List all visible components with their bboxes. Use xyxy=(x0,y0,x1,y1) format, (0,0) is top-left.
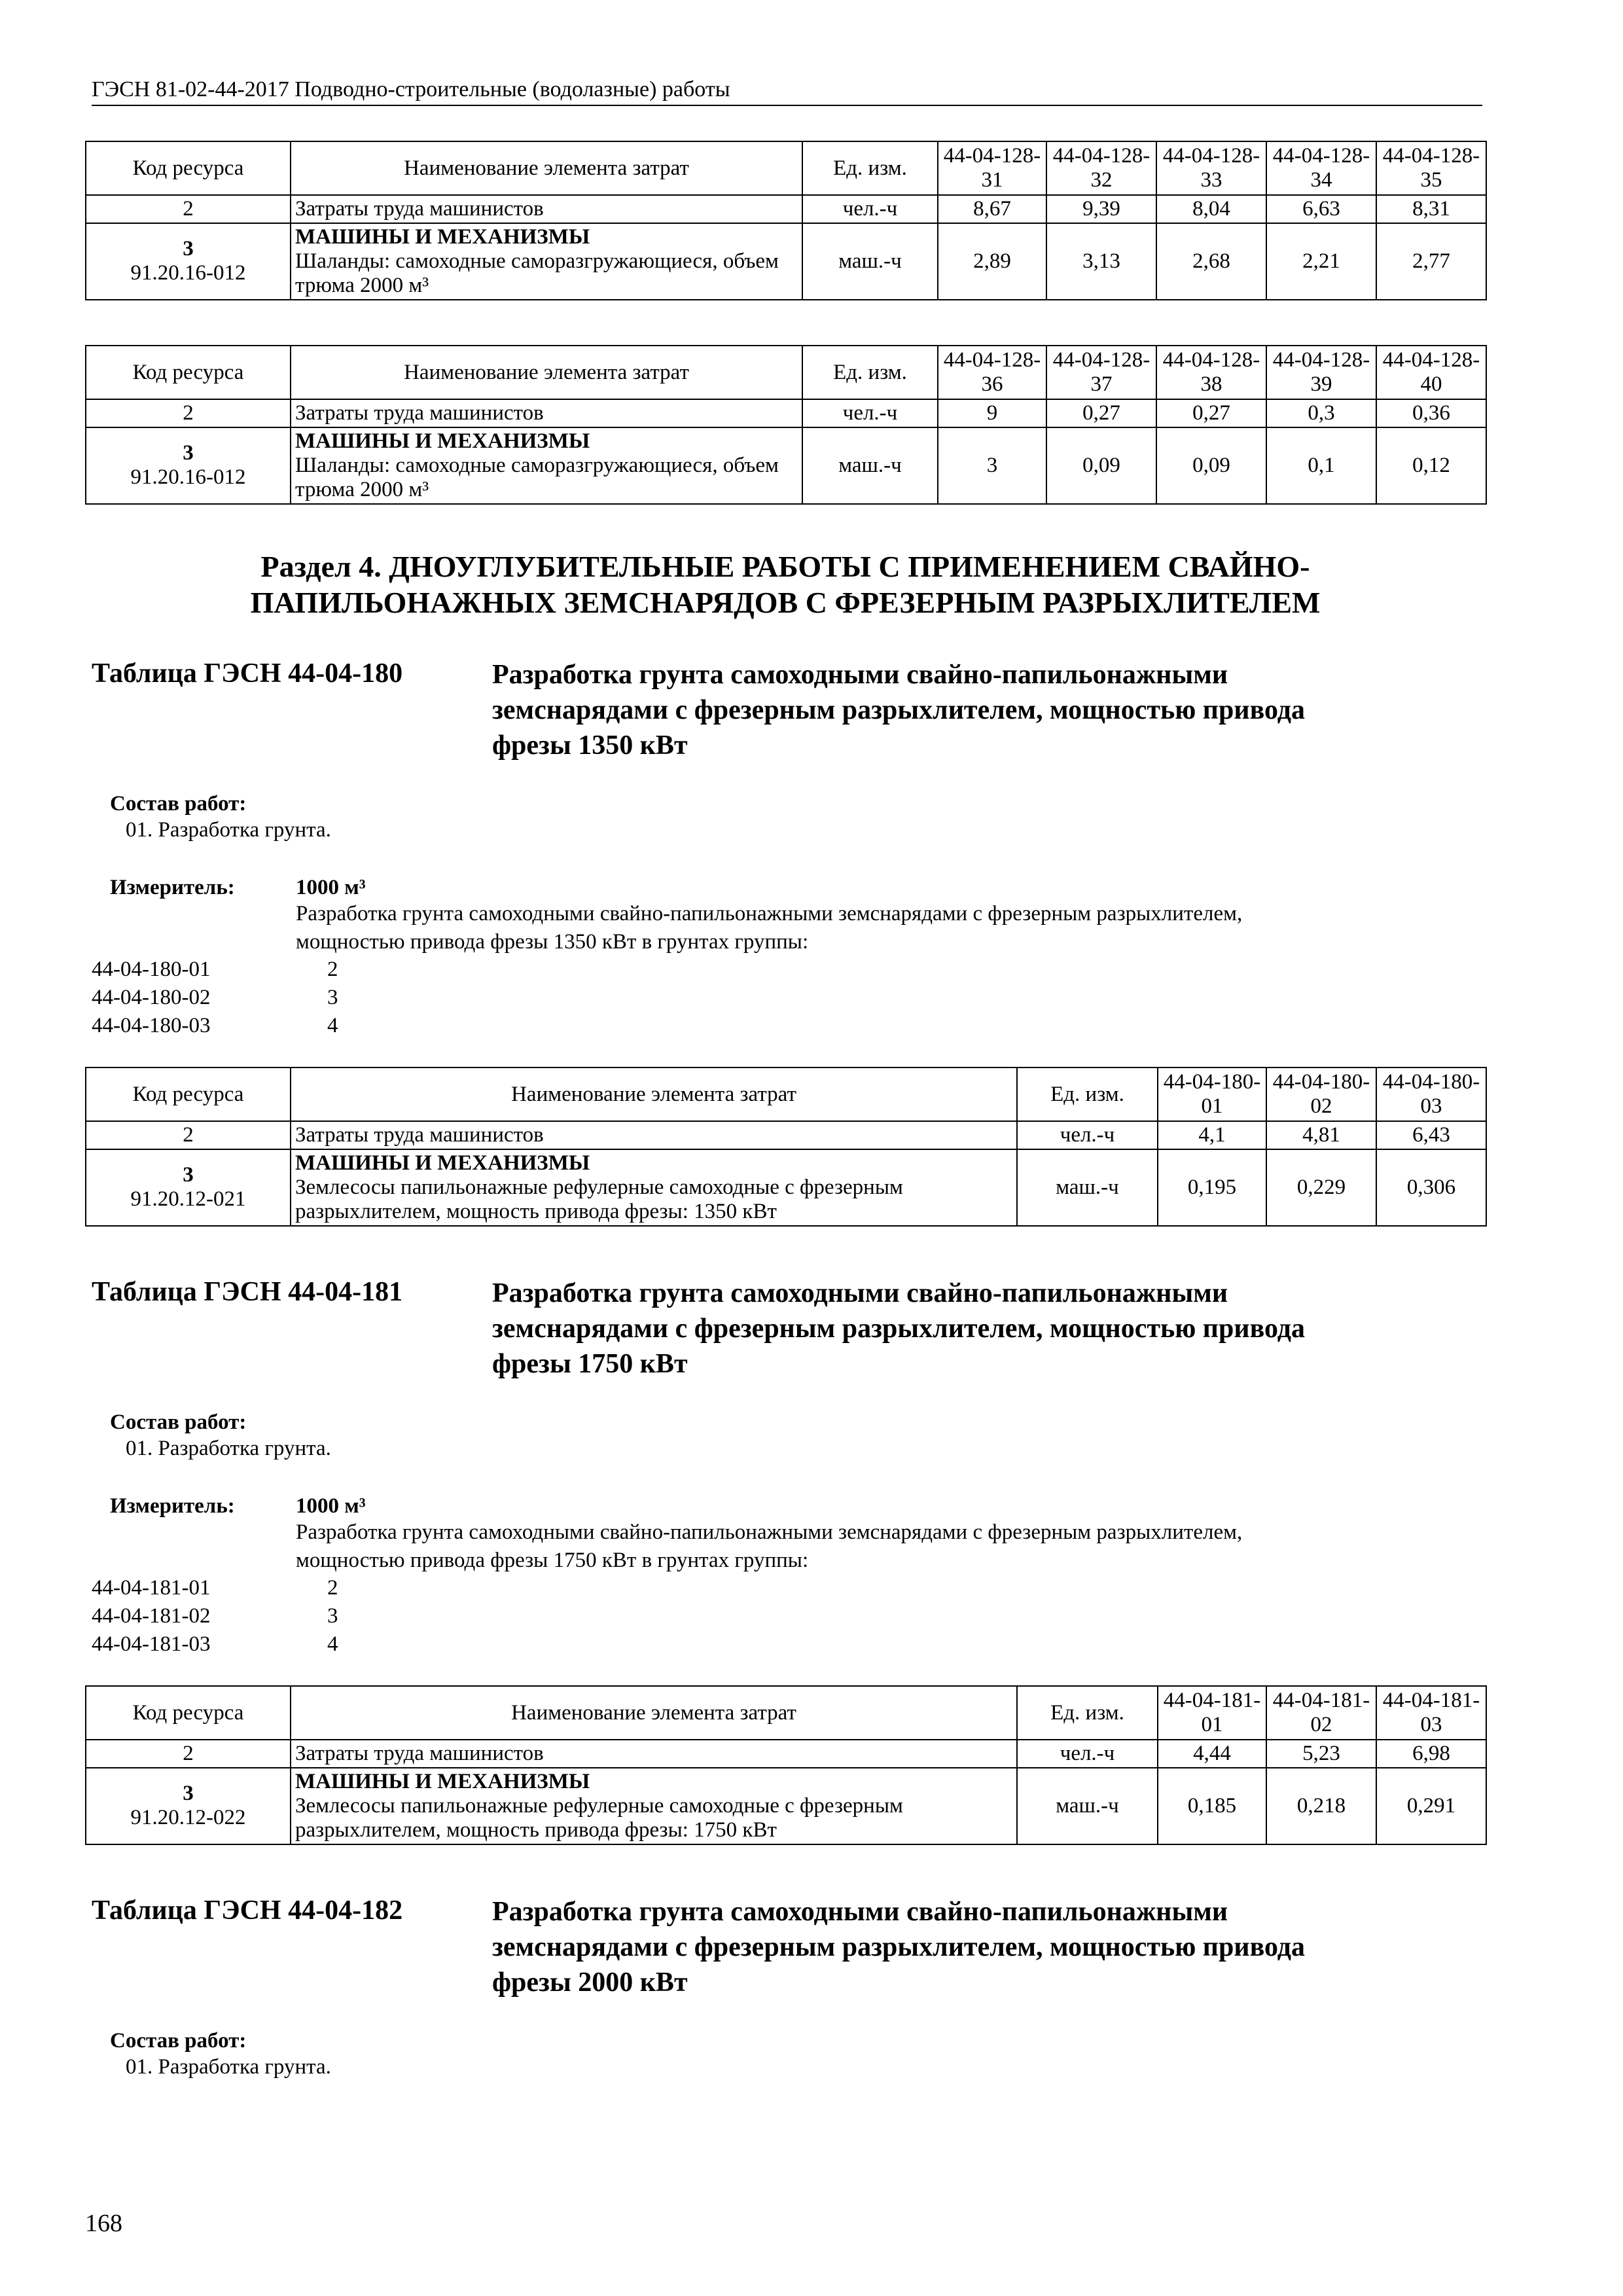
izmeritel-label: Измеритель: xyxy=(110,1494,235,1518)
page-number: 168 xyxy=(85,2210,122,2237)
list-item: 2 xyxy=(327,1576,338,1600)
resource-table-180 xyxy=(85,1067,1487,1227)
list-item: 4 xyxy=(327,1013,338,1037)
sostav-item: 01. Разработка грунта. xyxy=(126,2055,331,2079)
sostav-item: 01. Разработка грунта. xyxy=(126,818,331,842)
group-codes xyxy=(92,1574,210,1659)
col-header-rate: 44-04-128-32 xyxy=(1046,141,1156,195)
table-row: 2 Затраты труда машинистов чел.-ч 4,1 4,81 6,43 xyxy=(86,1121,1486,1149)
table-row: 3 91.20.16-012 МАШИНЫ И МЕХАНИЗМЫ Шаланды: самоходные саморазгружающиеся, объем трюма 2000 м³ маш.-ч 3 0,09 0,09 0,1 0,12 xyxy=(86,427,1486,504)
resource-table-128-36-40 xyxy=(85,345,1487,505)
col-header-unit: Ед. изм. xyxy=(802,346,938,399)
col-header-unit: Ед. изм. xyxy=(1017,1067,1158,1121)
table-title: Разработка грунта самоходными свайно-папильонажными земснарядами с фрезерным разрыхлителем, мощностью привода фрезы 1350 кВт xyxy=(492,660,1305,761)
izmeritel-desc: Разработка грунта самоходными свайно-папильонажными земснарядами с фрезерным разрыхлителем, мощностью привода фрезы 1750 кВт в грунтах группы: xyxy=(296,1520,1243,1572)
col-header-name: Наименование элемента затрат xyxy=(291,1686,1017,1740)
group-values xyxy=(327,956,338,1040)
col-header-code: Код ресурса xyxy=(86,141,291,195)
col-header-rate: 44-04-180-03 xyxy=(1376,1067,1486,1121)
col-header-name: Наименование элемента затрат xyxy=(291,346,802,399)
izmeritel-desc: Разработка грунта самоходными свайно-папильонажными земснарядами с фрезерным разрыхлителем, мощностью привода фрезы 1350 кВт в грунтах группы: xyxy=(296,902,1243,954)
col-header-rate: 44-04-128-35 xyxy=(1376,141,1486,195)
col-header-name: Наименование элемента затрат xyxy=(291,1067,1017,1121)
izmeritel-unit: 1000 м³ xyxy=(296,1494,366,1518)
izmeritel-unit: 1000 м³ xyxy=(296,876,366,899)
col-header-rate: 44-04-128-37 xyxy=(1046,346,1156,399)
sostav-label: Состав работ: xyxy=(110,2029,247,2053)
col-header-rate: 44-04-181-01 xyxy=(1158,1686,1266,1740)
col-header-rate: 44-04-128-36 xyxy=(938,346,1046,399)
col-header-unit: Ед. изм. xyxy=(1017,1686,1158,1740)
list-item: 3 xyxy=(327,1604,338,1628)
col-header-rate: 44-04-181-03 xyxy=(1376,1686,1486,1740)
col-header-rate: 44-04-180-02 xyxy=(1266,1067,1376,1121)
table-title: Разработка грунта самоходными свайно-папильонажными земснарядами с фрезерным разрыхлителем, мощностью привода фрезы 2000 кВт xyxy=(492,1897,1305,1998)
col-header-code: Код ресурса xyxy=(86,346,291,399)
table-row: 2 Затраты труда машинистов чел.-ч 9 0,27 0,27 0,3 0,36 xyxy=(86,399,1486,427)
col-header-name: Наименование элемента затрат xyxy=(291,141,802,195)
col-header-rate: 44-04-128-34 xyxy=(1266,141,1376,195)
list-item: 44-04-181-02 xyxy=(92,1604,211,1628)
col-header-rate: 44-04-128-38 xyxy=(1156,346,1266,399)
col-header-unit: Ед. изм. xyxy=(802,141,938,195)
table-title: Разработка грунта самоходными свайно-папильонажными земснарядами с фрезерным разрыхлителем, мощностью привода фрезы 1750 кВт xyxy=(492,1278,1305,1379)
list-item: 2 xyxy=(327,958,338,981)
col-header-rate: 44-04-128-40 xyxy=(1376,346,1486,399)
col-header-rate: 44-04-181-02 xyxy=(1266,1686,1376,1740)
col-header-rate: 44-04-128-31 xyxy=(938,141,1046,195)
sostav-label: Состав работ: xyxy=(110,792,247,816)
col-header-rate: 44-04-128-39 xyxy=(1266,346,1376,399)
list-item: 44-04-180-03 xyxy=(92,1013,211,1037)
section-title: Раздел 4. ДНОУГЛУБИТЕЛЬНЫЕ РАБОТЫ С ПРИМЕНЕНИЕМ СВАЙНО- ПАПИЛЬОНАЖНЫХ ЗЕМСНАРЯДОВ С ФРЕЗЕРНЫМ РАЗРЫХЛИТЕЛЕМ xyxy=(250,550,1321,620)
table-row: 3 91.20.12-022 МАШИНЫ И МЕХАНИЗМЫ Землесосы папильонажные рефулерные самоходные с фрезерным разрыхлителем, мощность привода фрезы: 1750 кВт маш.-ч 0,185 0,218 0,291 xyxy=(86,1768,1486,1844)
table-row: 2 Затраты труда машинистов чел.-ч 8,67 9,39 8,04 6,63 8,31 xyxy=(86,195,1486,223)
group-values xyxy=(327,1574,338,1659)
sostav-item: 01. Разработка грунта. xyxy=(126,1437,331,1460)
izmeritel-label: Измеритель: xyxy=(110,876,235,899)
table-label: Таблица ГЭСН 44-04-182 xyxy=(92,1895,403,1926)
col-header-code: Код ресурса xyxy=(86,1067,291,1121)
col-header-rate: 44-04-128-33 xyxy=(1156,141,1266,195)
resource-table-181 xyxy=(85,1685,1487,1845)
table-label: Таблица ГЭСН 44-04-180 xyxy=(92,658,403,689)
list-item: 44-04-180-01 xyxy=(92,958,211,981)
sostav-label: Состав работ: xyxy=(110,1410,247,1434)
list-item: 44-04-180-02 xyxy=(92,985,211,1009)
table-row: 2 Затраты труда машинистов чел.-ч 4,44 5,23 6,98 xyxy=(86,1740,1486,1768)
col-header-code: Код ресурса xyxy=(86,1686,291,1740)
running-header: ГЭСН 81-02-44-2017 Подводно-строительные (водолазные) работы xyxy=(92,77,1482,106)
list-item: 4 xyxy=(327,1632,338,1656)
col-header-rate: 44-04-180-01 xyxy=(1158,1067,1266,1121)
group-codes xyxy=(92,956,210,1040)
table-row: 3 91.20.12-021 МАШИНЫ И МЕХАНИЗМЫ Землесосы папильонажные рефулерные самоходные с фрезерным разрыхлителем, мощность привода фрезы: 1350 кВт маш.-ч 0,195 0,229 0,306 xyxy=(86,1149,1486,1226)
table-row: 3 91.20.16-012 МАШИНЫ И МЕХАНИЗМЫ Шаланды: самоходные саморазгружающиеся, объем трюма 2000 м³ маш.-ч 2,89 3,13 2,68 2,21 2,77 xyxy=(86,223,1486,300)
list-item: 44-04-181-01 xyxy=(92,1576,211,1600)
list-item: 3 xyxy=(327,985,338,1009)
list-item: 44-04-181-03 xyxy=(92,1632,211,1656)
resource-table-128-31-35 xyxy=(85,141,1487,300)
table-label: Таблица ГЭСН 44-04-181 xyxy=(92,1277,403,1307)
